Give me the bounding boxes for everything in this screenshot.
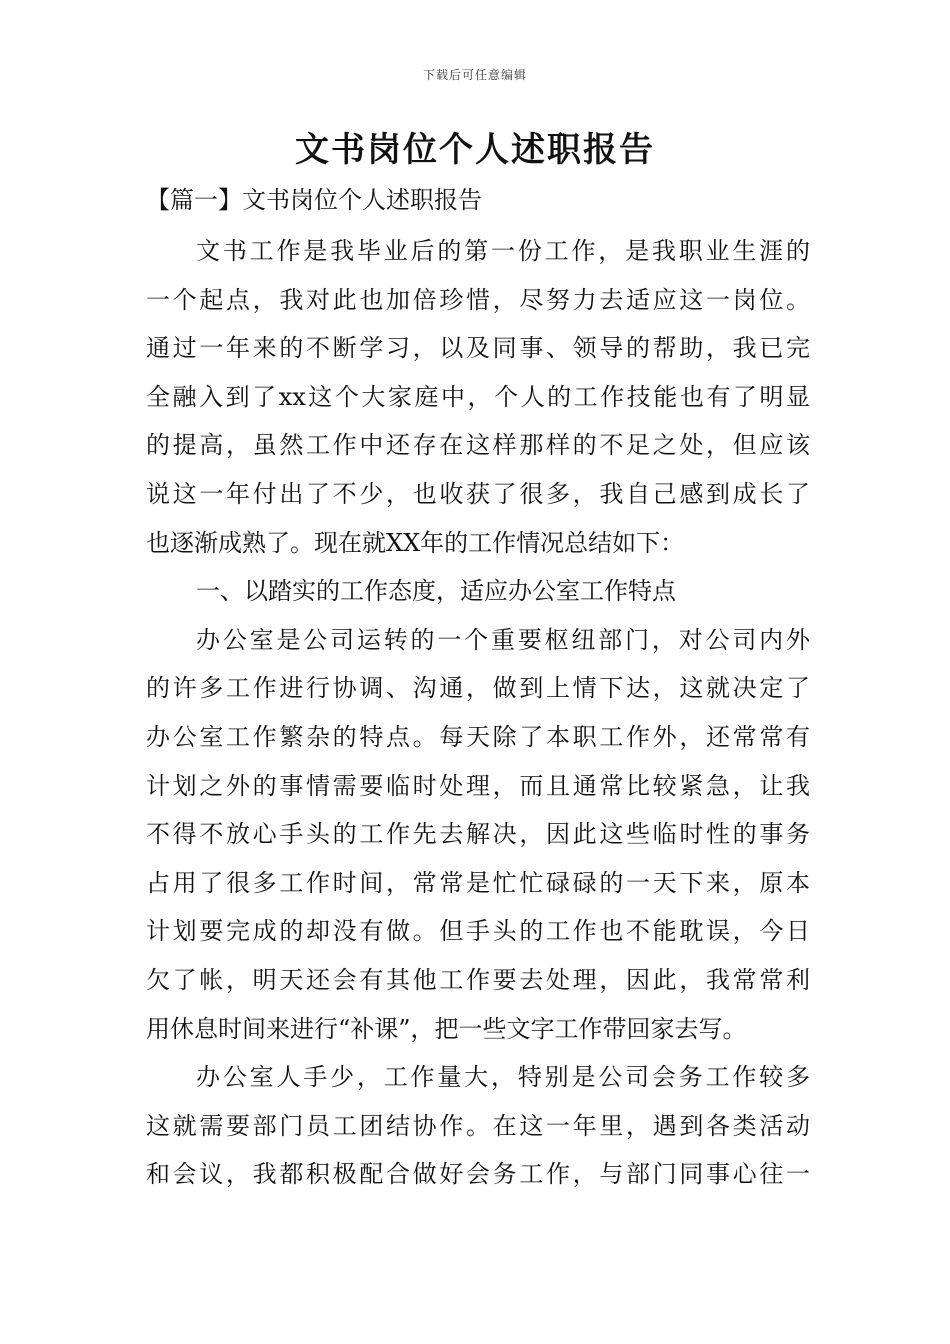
paragraph-line: 占用了很多工作时间，常常是忙忙碌碌的一天下来，原本 <box>146 868 810 897</box>
paragraph-line: 的提高，虽然工作中还存在这样那样的不足之处，但应该 <box>146 431 810 460</box>
paragraph-line: 计划之外的事情需要临时处理，而且通常比较紧急，让我 <box>146 771 810 800</box>
paragraph-line: 用休息时间来进行“补课”，把一些文字工作带回家去写。 <box>146 1014 747 1043</box>
paragraph-line: 计划要完成的却没有做。但手头的工作也不能耽误，今日 <box>146 917 810 946</box>
header-note: 下载后可任意编辑 <box>422 68 527 82</box>
section-heading: 【篇一】文书岗位个人述职报告 <box>146 186 482 214</box>
paragraph-line: 文书工作是我毕业后的第一份工作，是我职业生涯的 <box>196 237 810 265</box>
body-text <box>146 227 810 1199</box>
paragraph-line: 全融入到了xx这个大家庭中，个人的工作技能也有了明显 <box>146 382 810 411</box>
document-title: 文书岗位个人述职报告 <box>295 130 655 170</box>
subsection-heading: 一、以踏实的工作态度，适应办公室工作特点 <box>196 577 676 606</box>
paragraph-line: 和会议，我都积极配合做好会务工作，与部门同事心往一 <box>146 1160 810 1189</box>
paragraph-line: 的许多工作进行协调、沟通，做到上情下达，这就决定了 <box>146 674 810 703</box>
paragraph-line: 办公室人手少，工作量大，特别是公司会务工作较多 <box>196 1063 810 1092</box>
paragraph-line: 通过一年来的不断学习，以及同事、领导的帮助，我已完 <box>146 334 810 363</box>
paragraph-line: 这就需要部门员工团结协作。在这一年里，遇到各类活动 <box>146 1111 810 1140</box>
paragraph-line: 一个起点，我对此也加倍珍惜，尽努力去适应这一岗位。 <box>146 285 810 314</box>
paragraph-line: 欠了帐，明天还会有其他工作要去处理，因此，我常常利 <box>146 965 810 994</box>
paragraph-line: 说这一年付出了不少，也收获了很多，我自己感到成长了 <box>146 479 810 508</box>
paragraph-line: 也逐渐成熟了。现在就XX年的工作情况总结如下： <box>146 528 685 557</box>
paragraph-line: 办公室是公司运转的一个重要枢纽部门，对公司内外 <box>196 625 810 654</box>
paragraph-line: 不得不放心手头的工作先去解决，因此这些临时性的事务 <box>146 820 810 849</box>
paragraph-line: 办公室工作繁杂的特点。每天除了本职工作外，还常常有 <box>146 722 810 751</box>
